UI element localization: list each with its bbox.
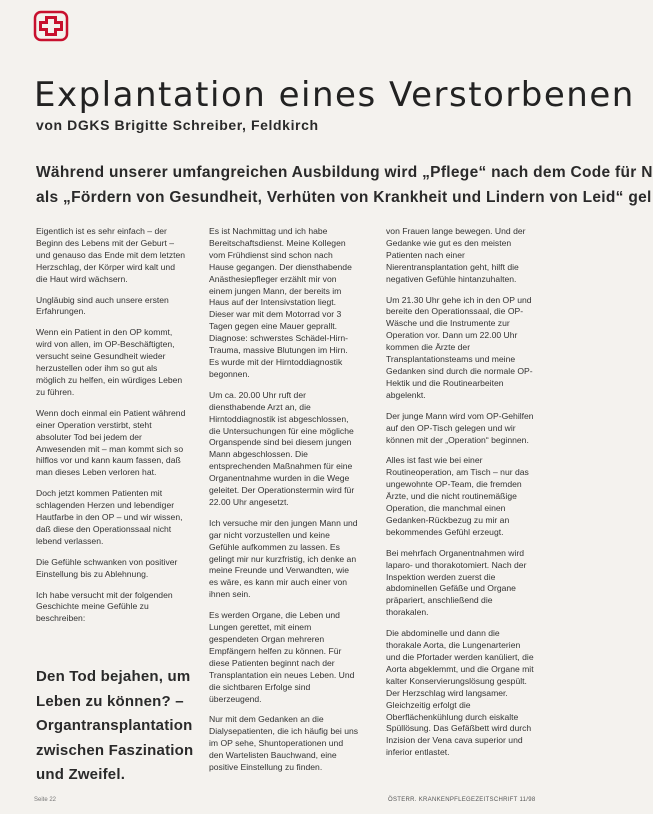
paragraph: Nur mit dem Gedanken an die Dialysepatienten, die ich häufig bei uns im OP sehe, Shuntoperationen und den Wartelisten Bauchwand, eine positive Einstellung zu finden. (209, 714, 359, 773)
cross-logo-icon (34, 11, 68, 41)
paragraph: Eigentlich ist es sehr einfach – der Beginn des Lebens mit der Geburt – und genauso das Ende mit dem letzten Herzschlag, der Körper wird kalt und die Haut wird wächsern. (36, 226, 186, 284)
lead-paragraph (36, 160, 653, 210)
pull-quote-line: Den Tod bejahen, um (36, 668, 191, 685)
pull-quote (36, 665, 196, 788)
lead-line: als „Fördern von Gesundheit, Verhüten von Krankheit und Lindern von Leid“ gel (36, 189, 652, 206)
paragraph: von Frauen lange bewegen. Und der Gedanke wie gut es den meisten Patienten nach einer Nierentransplantation geht, hilft die negativen Gefühle hintanzuhalten. (386, 226, 526, 284)
paragraph: Die Gefühle schwanken von positiver Einstellung bis zu Ablehnung. (36, 556, 178, 579)
paragraph: Ich habe versucht mit der folgenden Geschichte meine Gefühle zu beschreiben: (36, 589, 173, 624)
paragraph: Der junge Mann wird vom OP-Gehilfen auf den OP-Tisch gelegen und wir können mit der „Operation“ beginnen. (386, 410, 534, 445)
paragraph: Wenn ein Patient in den OP kommt, wird von allen, im OP-Beschäftigten, versucht seine Gesundheit wieder herzustellen oder ihm so gut als möglich zu helfen, ein würdiges Leben zu führen. (36, 327, 183, 397)
article-column-3 (386, 226, 536, 768)
paragraph: Die abdominelle und dann die thorakale Aorta, die Lungenarterien und die Pfortader werden kanüliert, die Aorta abgeklemmt, und die Organe mit kalter Konservierungslösung gespült. Der Herzschlag wird langsamer. Gleichzeitig erfolgt die Oberflächenkühlung durch eiskalte Spüllösung. Das Gefäßbett wird durch Inzision der Vena cava superior und inferior entlastet. (386, 628, 534, 758)
pull-quote-line: Organtransplantation (36, 717, 193, 734)
paragraph: Um 21.30 Uhr gehe ich in den OP und bereite den Operationssaal, die OP-Wäsche und die Instrumente zur Operation vor. Dann um 22.00 Uhr kommen die Ärzte der Transplantationsteams und meine Gedanken sind durch die normale OP-Hektik und die Routinearbeiten abgelenkt. (386, 294, 533, 400)
pull-quote-line: Leben zu können? – (36, 692, 184, 710)
article-column-1 (36, 226, 186, 634)
pull-quote-line: zwischen Faszination (36, 741, 194, 759)
paragraph: Ungläubig sind auch unsere ersten Erfahrungen. (36, 294, 169, 317)
journal-footer: ÖSTERR. KRANKENPFLEGEZEITSCHRIFT 11/98 (388, 797, 536, 803)
paragraph: Es werden Organe, die Leben und Lungen gerettet, mit einem gespendeten Organ mehreren Empfängern helfen zu können. Für diese Patienten beginnt nach der Transplantation ein neues Leben. Und die sichtbaren Erfolge sind überzeugend. (209, 610, 355, 704)
paragraph: Es ist Nachmittag und ich habe Bereitschaftsdienst. Meine Kollegen vom Frühdienst sind schon nach Hause gegangen. Der diensthabende Anästhesiepfleger erzählt mir von einem jungen Mann, der bereits im Haus auf der Intensivstation liegt. Dieser war mit dem Motorrad vor 3 Tagen gegen eine Mauer geprallt. Diagnose: schwerstes Schädel-Hirn-Trauma, massive Blutungen im Hirn. Es wurde mit der Hirntoddiagnostik begonnen. (209, 226, 352, 379)
paragraph: Ich versuche mir den jungen Mann und gar nicht vorzustellen und keine Gefühle aufkommen zu lassen. Es gelingt mir nur kurzfristig, ich denke an meine Freunde und Verwandten, wie es wäre, es kann mir auch einer von ihnen sein. (209, 517, 358, 600)
paragraph: Um ca. 20.00 Uhr ruft der diensthabende Arzt an, die Hirntoddiagnostik ist abgeschlossen, die Untersuchungen für eine mögliche Organspende sind bei diesem jungen Mann abgeschlossen. Die entsprechenden Maßnahmen für eine Organentnahme wurden in die Wege geleitet. Der Operationstermin wird für 22.00 Uhr angesetzt. (209, 389, 355, 507)
paragraph: Alles ist fast wie bei einer Routineoperation, am Tisch – nur das ungewohnte OP-Team, die fremden Ärzte, und die nicht routinemäßige Operation, die manchmal einen Gedanken-Rückbezug zu mir an bekommendes Gefühl erzeugt. (386, 455, 529, 537)
pull-quote-line: und Zweifel. (36, 766, 126, 783)
lead-line: Während unserer umfangreichen Ausbildung wird „Pflege“ nach dem Code für N (36, 164, 653, 181)
paragraph: Doch jetzt kommen Patienten mit schlagenden Herzen und lebendiger Hautfarbe in den OP – und wir wissen, daß diese den Operationssaal nicht lebend verlassen. (36, 488, 183, 546)
page-title: Explantation eines Verstorbenen (34, 74, 635, 115)
page-number: Seite 22 (34, 797, 57, 803)
paragraph: Bei mehrfach Organentnahmen wird laparo- und thorakotomiert. Nach der Inspektion werden zuerst die abdominellen Gefäße und Organe präpariert, anschließend die thorakalen. (386, 547, 527, 618)
author-line: von DGKS Brigitte Schreiber, Feldkirch (36, 117, 319, 133)
paragraph: Wenn doch einmal ein Patient während einer Operation verstirbt, steht absoluter Tod bei jedem der Anwesenden mit – man kommt sich so hilflos vor und kann kaum fassen, daß man dieses Leben verloren hat. (36, 407, 186, 478)
article-column-2 (209, 226, 359, 783)
